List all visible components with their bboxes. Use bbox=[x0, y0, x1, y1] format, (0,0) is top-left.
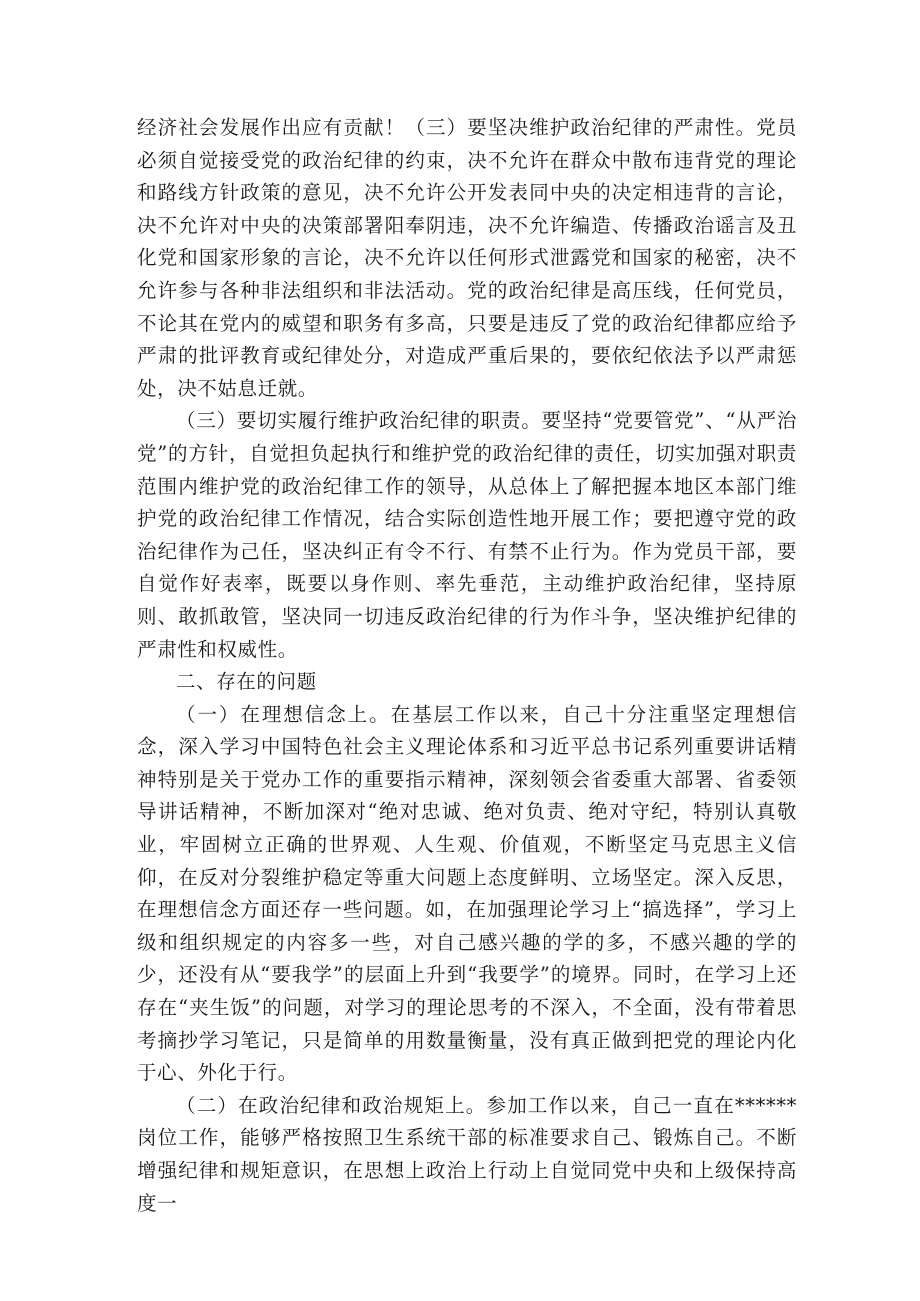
document-body bbox=[137, 112, 797, 1220]
paragraph-ideals-and-beliefs: （一）在理想信念上。在基层工作以来，自己十分注重坚定理想信念，深入学习中国特色社会主义理论体系和习近平总书记系列重要讲话精神特别是关于党办工作的重要指示精神，深刻领会省委重大部署、省委领导讲话精神，不断加深对“绝对忠诚、绝对负责、绝对守纪，特别认真敬业，牢固树立正确的世界观、人生观、价值观，不断坚定马克思主义信仰，在反对分裂维护稳定等重大问题上态度鲜明、立场坚定。深入反思，在理想信念方面还存一些问题。如，在加强理论学习上“搞选择”，学习上级和组织规定的内容多一些，对自己感兴趣的学的多，不感兴趣的学的少，还没有从“要我学”的层面上升到“我要学”的境界。同时，在学习上还存在“夹生饭”的问题，对学习的理论思考的不深入，不全面，没有带着思考摘抄学习笔记，只是简单的用数量衡量，没有真正做到把党的理论内化于心、外化于行。 bbox=[137, 702, 797, 1085]
paragraph-political-discipline-seriousness: 经济社会发展作出应有贡献！（三）要坚决维护政治纪律的严肃性。党员必须自觉接受党的政治纪律的约束，决不允许在群众中散布违背党的理论和路线方针政策的意见，决不允许公开发表同中央的决定相违背的言论，决不允许对中央的决策部署阳奉阴违，决不允许编造、传播政治谣言及丑化党和国家形象的言论，决不允许以任何形式泄露党和国家的秘密，决不允许参与各种非法组织和非法活动。党的政治纪律是高压线，任何党员，不论其在党内的威望和职务有多高，只要是违反了党的政治纪律都应给予严肃的批评教育或纪律处分，对造成严重后果的，要依纪依法予以严肃惩处，决不姑息迁就。 bbox=[137, 116, 797, 400]
section-heading-existing-problems: 二、存在的问题 bbox=[176, 670, 317, 694]
paragraph-political-rules: （二）在政治纪律和政治规矩上。参加工作以来，自己一直在******岗位工作，能够严格按照卫生系统干部的标准要求自己、锻炼自己。不断增强纪律和规矩意识，在思想上政治上行动上自觉同党中央和上级保持高度一 bbox=[137, 1093, 797, 1215]
paragraph-political-discipline-duties: （三）要切实履行维护政治纪律的职责。要坚持“党要管党”、“从严治党”的方针，自觉担负起执行和维护党的政治纪律的责任，切实加强对职责范围内维护党的政治纪律工作的领导，从总体上了解把握本地区本部门维护党的政治纪律工作情况，结合实际创造性地开展工作；要把遵守党的政治纪律作为己任，坚决纠正有令不行、有禁不止行为。作为党员干部，要自觉作好表率，既要以身作则、率先垂范，主动维护政治纪律，坚持原则、敢抓敢管，坚决同一切违反政治纪律的行为作斗争，坚决维护纪律的严肃性和权威性。 bbox=[137, 409, 797, 661]
